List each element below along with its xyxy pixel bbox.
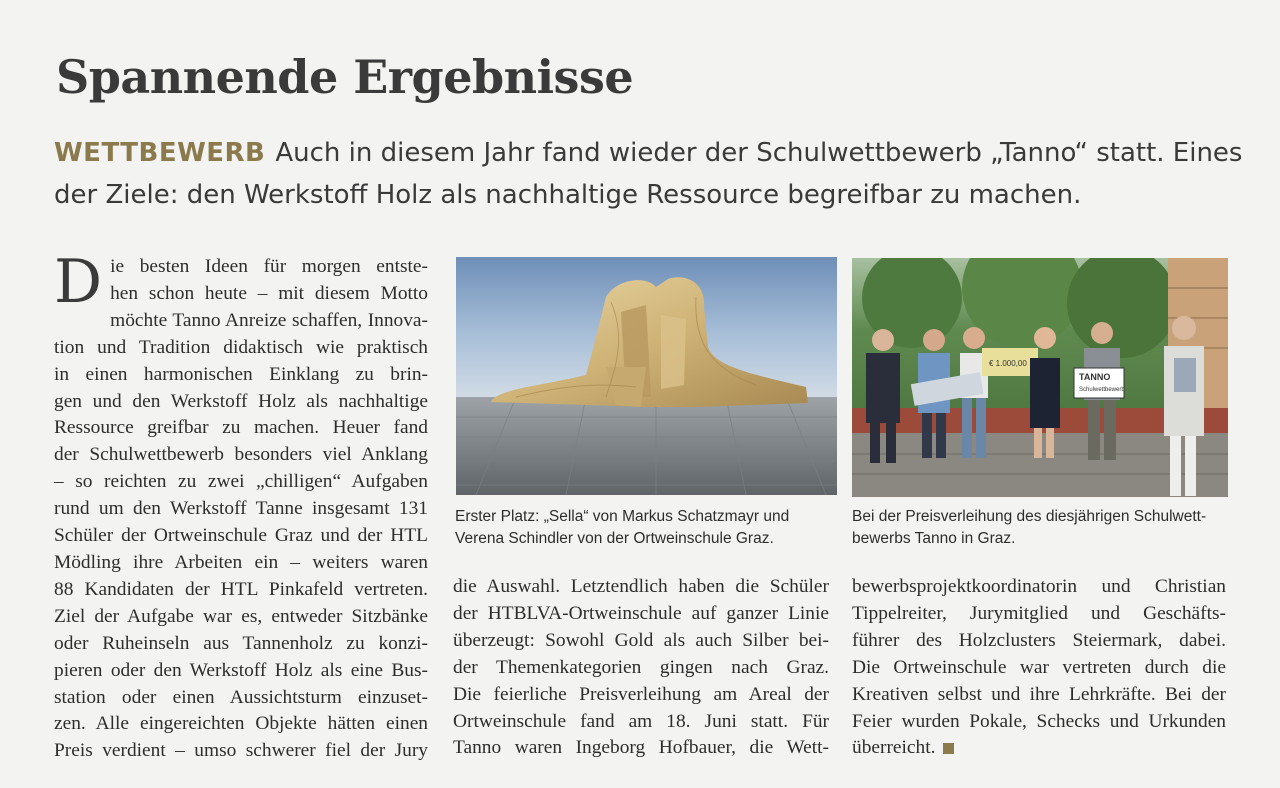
text-line: Preis verdient – umso schwerer fiel der Jury	[54, 740, 428, 762]
text-line: zen. Alle eingereichten Objekte hätten einen	[54, 713, 428, 735]
headline: Spannende Ergebnisse	[56, 50, 634, 104]
caption-line: Verena Schindler von der Ortweinschule Graz.	[455, 530, 774, 547]
sign-subtitle: Schulwettbewerb	[1079, 387, 1125, 393]
text-line: die Auswahl. Letztendlich haben die Schüler	[453, 576, 829, 597]
text-line: bewerbsprojektkoordinatorin und Christian	[852, 576, 1226, 597]
body-column-2	[453, 574, 829, 762]
caption-line: bewerbs Tanno in Graz.	[852, 530, 1016, 547]
text-line: Tippelreiter, Jurymitglied und Geschäfts-	[852, 602, 1226, 624]
text-line: möchte Tanno Anreize schaffen, Innova-	[110, 309, 428, 331]
check-amount: € 1.000,00	[989, 359, 1027, 368]
text-line: Kreativen selbst und ihre Lehrkräfte. Bei der	[852, 683, 1226, 705]
text-line: 88 Kandidaten der HTL Pinkafeld vertreten.	[54, 578, 428, 600]
lead-text: Auch in diesem Jahr fand wieder der Schulwettbewerb „Tanno“ statt. Eines der Ziele: den Werkstoff Holz als nachhaltige Ressource begreifbar zu machen.	[54, 138, 1243, 210]
text-line: gen und den Werkstoff Holz als nachhaltige	[54, 390, 428, 412]
text-line: – so reichten zu zwei „chilligen“ Aufgaben	[54, 471, 428, 493]
text-line: Die feierliche Preisverleihung am Areal der	[453, 683, 829, 705]
text-line: tion und Tradition didaktisch wie praktisch	[54, 336, 428, 358]
caption-line: Erster Platz: „Sella“ von Markus Schatzmayr und	[455, 508, 790, 525]
text-line: Schüler der Ortweinschule Graz und der HTL	[54, 525, 428, 547]
text-line: Mödling ihre Arbeiten ein – weiters waren	[54, 551, 428, 573]
kicker-label: WETTBEWERB	[54, 138, 266, 168]
text-line: Ressource greifbar zu machen. Heuer fand	[54, 417, 428, 439]
text-line: in einen harmonischen Einklang zu brin-	[54, 363, 428, 385]
text-line: Feier wurden Pokale, Schecks und Urkunden	[852, 710, 1226, 732]
text-line: station oder einen Aussichtsturm einzuset-	[54, 686, 428, 708]
text-line: Die Ortweinschule war vertreten durch die	[852, 656, 1226, 678]
body-column-1	[54, 247, 428, 765]
sculpture-photo	[456, 257, 837, 495]
sign-title: TANNO	[1079, 372, 1111, 382]
text-line: der HTBLVA-Ortweinschule auf ganzer Linie	[453, 602, 829, 624]
end-of-article-mark	[943, 743, 954, 754]
ceremony-caption	[852, 506, 1232, 550]
text-line: überzeugt: Sowohl Gold als auch Silber bei-	[453, 629, 829, 651]
text-line: rund um den Werkstoff Tanne insgesamt 131	[54, 498, 428, 520]
sculpture-caption	[455, 506, 835, 550]
text-line: pieren oder den Werkstoff Holz als eine Bus-	[54, 659, 428, 681]
lead-paragraph	[54, 132, 1244, 216]
text-line: Ziel der Aufgabe war es, entweder Sitzbänke	[54, 605, 428, 627]
text-line: führer des Holzclusters Steiermark, dabei.	[852, 629, 1226, 651]
text-line: der Schulwettbewerb besonders viel Anklang	[54, 444, 428, 466]
text-line: ie besten Ideen für morgen entste-	[110, 256, 428, 277]
award-ceremony-photo	[852, 258, 1228, 497]
text-line: der Themenkategorien gingen nach Graz.	[453, 656, 829, 678]
text-line: Ortweinschule fand am 18. Juni statt. Für	[453, 710, 829, 732]
text-line: oder Ruheinseln aus Tannenholz zu konzi-	[54, 632, 428, 654]
body-column-3	[852, 574, 1226, 762]
text-line: hen schon heute – mit diesem Motto	[110, 282, 428, 304]
text-line: Tanno waren Ingeborg Hofbauer, die Wett-	[453, 737, 829, 759]
drop-cap: D	[54, 247, 103, 317]
text-line: überreicht.	[852, 735, 1226, 762]
caption-line: Bei der Preisverleihung des diesjährigen Schulwett-	[852, 508, 1207, 525]
